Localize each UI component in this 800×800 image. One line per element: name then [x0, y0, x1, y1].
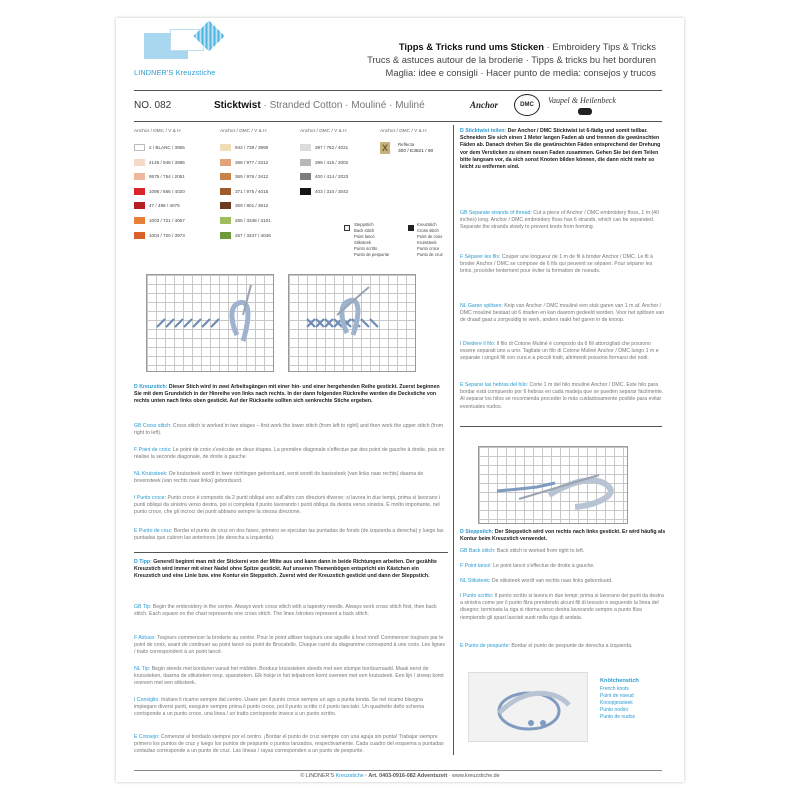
- stepp-e: E Punto de pespunte: Bordar el punto de pespunte de derecha a izquierda.: [460, 643, 633, 649]
- color-swatch: [220, 202, 231, 209]
- legend-item: Point de croix: [417, 234, 443, 239]
- back-stitch-photo: [478, 446, 628, 524]
- teilen-i: I Dividere il filo: Il filo di Cotone Muliné è composto da 6 fili attorcigliati che possono essere separati uno a uno. Tagliate un filo di Cotone Muliné Anchor / DMC lungo 1 m e separate i singoli fili con cura e a piccoli tratti, altrimenti possono formarsi dei nodi.: [460, 341, 659, 362]
- legend-item: Steppstich: [354, 222, 374, 227]
- legend-item: Point de noeud: [600, 693, 634, 699]
- color-swatch-row: [134, 143, 185, 152]
- color-swatch: [220, 173, 231, 180]
- color-code: 403 / 310 / 3042: [315, 188, 349, 194]
- column-divider: [453, 125, 454, 755]
- color-code: 1004 / 720 / 3973: [149, 232, 185, 238]
- tipp-nl: NL Tip: Begin steeds met borduren vanuit het midden. Borduur kruissteken steeds met een stompe borduurnaald. Maak eerst de kruissteken, daarna de stiksteken resp. spansteken. Elk hokje in het telpatroon komt overeen met een kruissteek. Een lijn / streep komt overeen met een stiksteek.: [134, 666, 444, 687]
- color-code: 942 / 739 / 3998: [235, 145, 269, 150]
- color-code: 267 / 3347 / 4046: [235, 232, 271, 238]
- anchor-logo-text: Anchor: [470, 100, 499, 110]
- product-name: [214, 100, 425, 111]
- reflecta-x-icon: X: [381, 143, 388, 153]
- header-title-bold: Tipps & Tricks rund ums Sticken: [398, 41, 544, 52]
- footer: [116, 773, 684, 779]
- header-line3: Maglia: idee e consigli · Hacer punto de media: consejos y trucos: [385, 67, 656, 78]
- legend-left: [354, 222, 389, 258]
- product-name-rest: · Stranded Cotton · Mouliné · Muliné: [260, 100, 425, 111]
- teilen-de: D Sticktwist teilen: Der Anchor / DMC Sticktwist ist 6-fädig und somit teilbar. Schneiden Sie sich einen 1 Meter langen Faden ab und trennen die gewünschten Fäden ab. Danach drehen Sie die gewünschten Fäden entsprechend der Drehung vor dem Versticken zu einem neuen Faden zusammen. Gehen Sie bei dem Teilen bitte langsam vor, da sich sonst Knoten bilden können, die dann nicht mehr so leicht zu entfernen sind.: [460, 128, 661, 171]
- color-swatch-row: [300, 172, 348, 181]
- color-swatch: [134, 232, 145, 239]
- legend-item: Kreuzstich: [417, 222, 437, 227]
- color-code: 369 / 976 / 3412: [235, 174, 269, 180]
- legend-item: Knoopjessteek: [600, 700, 633, 706]
- color-code: 399 / 415 / 2002: [315, 159, 349, 165]
- legend-item: French knots: [600, 686, 629, 692]
- color-swatch-row: [220, 216, 271, 225]
- legend-item: Punto croce: [417, 246, 440, 251]
- legend-item: Punto nodini: [600, 707, 628, 713]
- color-swatch: [220, 217, 231, 224]
- teilen-gb: GB Separate strands of thread: Cut a piece of Anchor / DMC embroidery floss, 1 m (40 inches) long. Anchor / DMC embroidery floss has 6 strands, which can be separated. Separate the strands slowly to prevent knots from forming.: [460, 210, 659, 231]
- legend-back-stitch-icon: [344, 225, 350, 231]
- color-swatch: [134, 159, 145, 166]
- teilen-e: E Separar las hebras del hilo: Corte 1 m del hilo mouliné Anchor / DMC. Este hilo para bordar está compuesto por 6 hebras en cada madeja que se pueden separar fácilmente. Al separar los hilos se recomienda proceder lo más cuidadosamente posible para evitar eventuales nudos.: [460, 382, 664, 410]
- col-header-3: Anchor / DMC / V & H: [300, 129, 347, 134]
- color-swatch: [300, 159, 311, 166]
- brand-logo: [140, 25, 220, 69]
- vh-logo: Vaupel & Heilenbeck: [548, 96, 616, 105]
- header-title: [399, 41, 656, 52]
- color-swatch-row: [134, 172, 185, 181]
- knot-title: Knötchenstich: [600, 678, 639, 684]
- color-code: 9575 / 754 / 2051: [149, 174, 185, 180]
- right-rule-1: [460, 426, 662, 427]
- legend-right: [417, 222, 443, 258]
- color-swatch-row: [220, 143, 268, 152]
- col-header-4: Anchor / DMC / V & H: [380, 129, 427, 134]
- tipp-e: E Consejo: Comenzar el bordado siempre por el centro. ¡Bordar el punto de cruz siempre con una aguja sin punta! Trabajar siempre primero los puntos de cruz y luego los puntos de pespunte o puntos lanzados, respectivamente. Cada cuadro del esquema a puntadas contadas corresponde a un punto de cruz. Las líneas / rayas corresponden a un punto de pespunte.: [134, 734, 444, 755]
- cross-stitch-chart-2: [288, 274, 416, 372]
- stepp-de: D Steppstich: Der Steppstich wird von rechts nach links gestickt. Er wird häufig als Kontur beim Kreuzstich verwendet.: [460, 529, 666, 543]
- brand-name: LINDNER'S Kreuzstiche: [134, 68, 216, 77]
- color-code: 359 / 801 / 3612: [235, 203, 269, 209]
- footer-rule: [134, 770, 662, 771]
- color-code: 400 / 414 / 2023: [315, 174, 349, 180]
- kreuz-f: F Point de croix: Le point de croix s'exécute en deux étapes. La première diagonale s'effectue par des point de gauche à droite, puis on réalise la seconde diagonale, de droite à gauche: [134, 447, 445, 461]
- color-swatch: [220, 144, 231, 151]
- legend-item: Cross stitch: [417, 228, 439, 233]
- color-swatch-row: [220, 201, 268, 210]
- color-swatch-row: [220, 231, 271, 240]
- left-rule-1: [134, 552, 448, 553]
- anchor-logo: [468, 94, 508, 116]
- color-swatch: [134, 188, 145, 195]
- color-code: 368 / 977 / 3312: [235, 159, 269, 165]
- color-swatch: [134, 144, 145, 151]
- color-swatch: [220, 159, 231, 166]
- color-swatch: [220, 188, 231, 195]
- knot-translations: [600, 686, 635, 721]
- color-swatch-row: [134, 158, 185, 167]
- kreuz-gb: GB Cross stitch: Cross stitch is worked in two stages – first work the lower stitch (from left to right) and then work the upper stitch (from right to left).: [134, 423, 444, 437]
- color-swatch-row: [220, 172, 268, 181]
- teilen-f: F Séparer les fils: Couper une longueur de 1 m de fil à broder Anchor / DMC. Le fil à broder Anchor / DMC se compose de 6 fils qui peuvent se séparer. Pour séparer les brins, procéder lentement pour éviter la formation de noeuds.: [460, 254, 653, 275]
- stepp-i: I Punto scritto: Il punto scritto si lavora in due tempi; prima si lavorano dei punti da destra a sinistra come per il punto filza prendendo alcuni fili di tessuto e seguendo la linea del disegno; terminata la riga si ritorna verso destra lavorando sempre a punto filza riempiendo gli spazi lasciati vuoti nella riga di andata.: [460, 593, 664, 621]
- col-header-2: Anchor / DMC / V & H: [220, 129, 267, 134]
- legend-item: Punto de nudos: [600, 714, 636, 720]
- color-swatch: [220, 232, 231, 239]
- dmc-logo-text: DMC: [520, 102, 534, 108]
- footer-brand: Kreuzstiche: [335, 773, 364, 779]
- stepp-nl: NL Stiksteek: De stiksteek wordt van rechts naar links geborduurd.: [460, 578, 613, 584]
- product-number: NO. 082: [134, 100, 172, 111]
- footer-site[interactable]: www.kreuzstiche.de: [452, 773, 500, 779]
- tipp-de: D Tipp: Generell beginnt man mit der Stickerei von der Mitte aus und kann dann in beide Richtungen arbeiten. Der gezählte Kreuzstich wird immer mit einer Nadel ohne Spitze gestickt. Auf unseren Themenbögen entspricht ein Kästchen ein Kreuzstich und eine Linie bzw. eine Kontur ein Steppstich. Zuerst wird der Kreuzstich gestickt und dann der Steppstich.: [134, 559, 437, 580]
- stepp-gb: GB Back stitch: Back stitch is worked from right to left.: [460, 548, 585, 554]
- color-swatch-row: [134, 216, 185, 225]
- cross-stitch-needle-illustration-1: [147, 275, 275, 373]
- color-swatch-row: [300, 187, 348, 196]
- color-swatch: [300, 188, 311, 195]
- cross-stitch-needle-illustration-2: [289, 275, 417, 373]
- tipp-f: F Astuce: Toujours commencer la broderie au centre. Pour le point utiliser toujours une aiguille à bout rond! Commencer toujours par le point de croix, avant de continuer au point lancé ou point de Brocatello. Chaque carré du diagramme correspond à une croix. Les lignes / traits correspondent à un point lancé.: [134, 635, 446, 656]
- reflecta-code: 300 / E3821 / 90: [398, 149, 434, 154]
- vh-emblem-icon: [578, 108, 592, 115]
- color-swatch: [134, 173, 145, 180]
- kreuz-i: I Punto croce: Punto croce è composto da 2 punti obliqui uno sull'altro con direzioni diverse; si lavora in due tempi, prima si lavorano i punti obliqui da sinistra verso destra, poi si completa il punto lavorando i punti obliqui da destra verso sinistra. È molto importante, nel punto croce, che gli incroci dei punti abbiano sempre la stessa direzione.: [134, 495, 441, 516]
- color-swatch: [134, 202, 145, 209]
- color-swatch-row: [300, 158, 348, 167]
- kreuz-nl: NL Kruissteek: De kruissteek wordt in twee richtingen geborduurd, eerst wordt de basissteek (van links naar rechts) daarna de bovensteek (van rechts naar links) geborduurd.: [134, 471, 424, 485]
- legend-item: Point lancé: [354, 234, 375, 239]
- tipp-gb: GB Tip: Begin the embroidery in the centre. Always work cross stitch with a tapestry needle. Always work cross stitch first, then back stitch. Each square on the chart represents one cross stitch. The lines /strokes represent a back stitch.: [134, 604, 437, 618]
- kreuz-de: D Kreuzstich: Dieser Stich wird in zwei Arbeitsgängen mit einer hin- und einer hergehenden Reihe gestickt. Zuerst beginnen Sie mit dem Grundstich in der Hinreihe von links nach rechts. In der dann folgenden Rückreihe werden die Deckstiche von rechts unten nach links oben gestickt. Auf der Rückseite sollten sich senkrechte Stiche ergeben.: [134, 384, 440, 405]
- color-code: 47 / 498 / 4076: [149, 203, 180, 209]
- col-header-1: Anchor / DMC / V & H: [134, 129, 181, 134]
- color-code: 4146 / 948 / 3985: [149, 159, 185, 165]
- product-name-bold: Sticktwist: [214, 100, 261, 111]
- color-code: 397 / 762 / 4021: [315, 145, 349, 150]
- legend-item: Punto de pespunte: [354, 252, 390, 257]
- reflecta-swatch: [380, 142, 390, 154]
- instruction-sheet: [116, 18, 684, 782]
- color-swatch-row: [220, 158, 268, 167]
- color-code: 1098 / 666 / 4020: [149, 188, 185, 194]
- cross-stitch-chart-1: [146, 274, 274, 372]
- footer-sep: ·: [447, 773, 453, 779]
- header-rule: [134, 90, 662, 91]
- legend-item: Punto de cruz: [417, 252, 443, 257]
- color-code: 2 / BLANC / 3965: [149, 145, 185, 150]
- back-stitch-needle-illustration: [479, 447, 629, 525]
- dmc-logo: [514, 94, 540, 116]
- french-knot-illustration: [469, 673, 589, 743]
- kreuz-e: E Punto de cruz: Bordar el punto de cruz en dos fases, primero se ejecutan las puntadas de fondo (de izquierda a derecha) y luego las puntadas que cubren las anteriores (de derecha a izquierda).: [134, 528, 444, 542]
- color-swatch-row: [134, 231, 185, 240]
- color-swatch: [300, 173, 311, 180]
- tipp-i: I Consiglio: Iniziare il ricamo sempre dal centro. Usare per il punto croce sempre un ago a punta tonda. Se nel ricamo bisogna impiegare diversi punti, eseguire sempre prima il punto croce, poi il punto scritto o il punto lanciato. Un quadretto dello schema corrisponde a un punto croce, una linea / un tratto corrisponde invece a un punto scritto.: [134, 697, 425, 718]
- footer-pre: © LINDNER'S: [300, 773, 336, 779]
- legend-item: Stiksteek: [354, 240, 371, 245]
- color-swatch-row: [134, 201, 180, 210]
- footer-art: · Art. 0403-0916-082 Adventszeit: [363, 773, 448, 779]
- legend-item: Back stitch: [354, 228, 375, 233]
- color-swatch-row: [220, 187, 268, 196]
- legend-cross-stitch-icon: [408, 225, 414, 231]
- legend-item: Kruissteek: [417, 240, 437, 245]
- teilen-nl: NL Garen splitsen: Knip van Anchor / DMC mouliné een stuk garen van 1 m af. Anchor / DMC mouliné bestaat uit 6 draden en kan daarom gedeeld worden. Voor het splitsen van de draad gaat u zorgvuldig te werk, anders raakt het garen in de knoop.: [460, 303, 665, 324]
- header-title-rest: · Embroidery Tips & Tricks: [544, 41, 656, 52]
- color-swatch: [134, 217, 145, 224]
- product-rule: [134, 121, 662, 122]
- color-swatch-row: [134, 187, 185, 196]
- color-code: 371 / 975 / 4015: [235, 188, 269, 194]
- french-knot-photo: [468, 672, 588, 742]
- color-code: 1003 / 721 / 4067: [149, 218, 185, 223]
- legend-item: Punto scritto: [354, 246, 378, 251]
- reflecta-label: Reflecta: [398, 142, 415, 147]
- color-code: 265 / 3348 / 3101: [235, 218, 271, 223]
- color-swatch: [300, 144, 311, 151]
- color-swatch-row: [300, 143, 348, 152]
- stepp-f: F Point lancé: Le point lancé s'effectue de droite à gauche.: [460, 563, 595, 569]
- header-line2: Trucs & astuces autour de la broderie · Tipps & tricks bu het borduren: [367, 54, 656, 65]
